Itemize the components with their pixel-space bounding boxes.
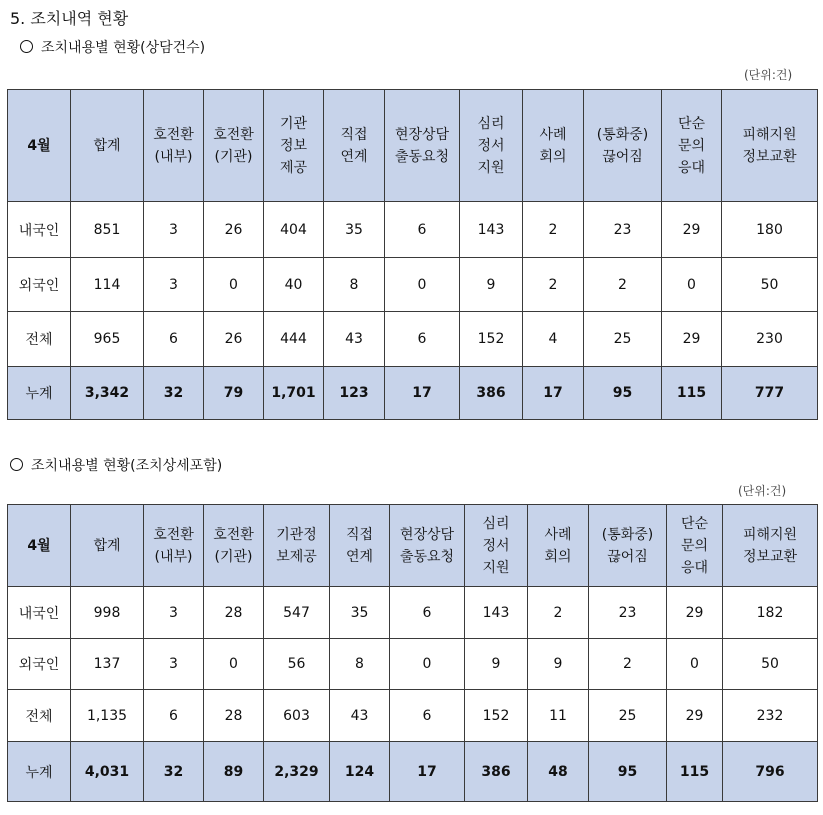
table-cell: 0: [204, 639, 264, 690]
column-header: 사례 회의: [523, 90, 584, 202]
table-row: [8, 367, 818, 420]
table-cell: 17: [390, 742, 465, 802]
table-cell: 4: [523, 312, 584, 367]
table-cell: 50: [723, 639, 818, 690]
table-cell: 3,342: [71, 367, 144, 420]
table-cell: 0: [204, 258, 264, 312]
column-header: 심리 정서 지원: [465, 505, 528, 587]
table-cell: 1,135: [71, 690, 144, 742]
table-cell: 115: [662, 367, 722, 420]
table-cell: 6: [385, 312, 460, 367]
table-cell: 32: [144, 742, 204, 802]
column-header: 단순 문의 응대: [667, 505, 723, 587]
table-cell: 8: [330, 639, 390, 690]
table-cell: 124: [330, 742, 390, 802]
column-header: 현장상담 출동요청: [385, 90, 460, 202]
table-cell: 796: [723, 742, 818, 802]
table-cell: 3: [144, 587, 204, 639]
table-row: [8, 639, 818, 690]
table-cell: 11: [528, 690, 589, 742]
table-cell: 8: [324, 258, 385, 312]
table-row: [8, 690, 818, 742]
table-cell: 0: [667, 639, 723, 690]
row-label: 누계: [8, 742, 71, 802]
table-cell: 404: [264, 202, 324, 258]
table-cell: 232: [723, 690, 818, 742]
table-cell: 0: [662, 258, 722, 312]
header-month: 4월: [8, 505, 71, 587]
table-cell: 32: [144, 367, 204, 420]
table-row: [8, 202, 818, 258]
table-cell: 386: [460, 367, 523, 420]
table-cell: 2: [523, 258, 584, 312]
table-cell: 23: [589, 587, 667, 639]
table-cell: 6: [385, 202, 460, 258]
table-cell: 29: [662, 202, 722, 258]
table-row: [8, 742, 818, 802]
row-label: 내국인: [8, 587, 71, 639]
table-cell: 35: [324, 202, 385, 258]
table-cell: 0: [385, 258, 460, 312]
table-cell: 17: [523, 367, 584, 420]
table-cell: 230: [722, 312, 818, 367]
table-cell: 43: [330, 690, 390, 742]
table-cell: 114: [71, 258, 144, 312]
column-header: 호전환 (기관): [204, 90, 264, 202]
section1-table: [7, 89, 818, 420]
table-cell: 0: [390, 639, 465, 690]
table-cell: 4,031: [71, 742, 144, 802]
table-cell: 998: [71, 587, 144, 639]
section1-subtitle: [20, 37, 205, 57]
circle-bullet-icon: [20, 40, 33, 53]
table-cell: 2: [584, 258, 662, 312]
section2-unit: (단위:건): [738, 484, 787, 498]
column-header: 피해지원 정보교환: [723, 505, 818, 587]
table-cell: 3: [144, 639, 204, 690]
table-cell: 2: [528, 587, 589, 639]
table-cell: 123: [324, 367, 385, 420]
row-label: 전체: [8, 312, 71, 367]
table-cell: 6: [144, 312, 204, 367]
column-header: 합계: [71, 505, 144, 587]
section1-unit: (단위:건): [744, 68, 793, 82]
table-cell: 143: [465, 587, 528, 639]
section2-subtitle: [10, 455, 222, 475]
table-cell: 152: [460, 312, 523, 367]
table-cell: 965: [71, 312, 144, 367]
table-cell: 182: [723, 587, 818, 639]
table-row: [8, 587, 818, 639]
table-cell: 9: [465, 639, 528, 690]
table-cell: 89: [204, 742, 264, 802]
column-header: 호전환 (내부): [144, 90, 204, 202]
table-cell: 777: [722, 367, 818, 420]
column-header: 사례 회의: [528, 505, 589, 587]
column-header: 피해지원 정보교환: [722, 90, 818, 202]
column-header: (통화중) 끊어짐: [584, 90, 662, 202]
column-header: 현장상담 출동요청: [390, 505, 465, 587]
row-label: 전체: [8, 690, 71, 742]
table-cell: 95: [584, 367, 662, 420]
column-header: (통화중) 끊어짐: [589, 505, 667, 587]
table-cell: 2,329: [264, 742, 330, 802]
table-cell: 2: [589, 639, 667, 690]
table-cell: 2: [523, 202, 584, 258]
section2-table: [7, 504, 818, 802]
table-cell: 26: [204, 312, 264, 367]
table-cell: 9: [460, 258, 523, 312]
table-cell: 180: [722, 202, 818, 258]
table-cell: 143: [460, 202, 523, 258]
table-cell: 25: [589, 690, 667, 742]
table-cell: 6: [390, 690, 465, 742]
table-cell: 3: [144, 258, 204, 312]
table-cell: 603: [264, 690, 330, 742]
table-cell: 152: [465, 690, 528, 742]
table-cell: 386: [465, 742, 528, 802]
header-month: 4월: [8, 90, 71, 202]
table-cell: 48: [528, 742, 589, 802]
table-row: [8, 258, 818, 312]
table-cell: 23: [584, 202, 662, 258]
table-cell: 50: [722, 258, 818, 312]
table-header-row: [8, 90, 818, 202]
table-cell: 43: [324, 312, 385, 367]
table-cell: 95: [589, 742, 667, 802]
table-cell: 17: [385, 367, 460, 420]
table-cell: 6: [144, 690, 204, 742]
table-cell: 444: [264, 312, 324, 367]
table-cell: 35: [330, 587, 390, 639]
table-cell: 851: [71, 202, 144, 258]
table-cell: 25: [584, 312, 662, 367]
column-header: 호전환 (내부): [144, 505, 204, 587]
column-header: 호전환 (기관): [204, 505, 264, 587]
table-cell: 29: [667, 690, 723, 742]
table-cell: 28: [204, 587, 264, 639]
row-label: 누계: [8, 367, 71, 420]
column-header: 단순 문의 응대: [662, 90, 722, 202]
section2-subtitle-text: 조치내용별 현황(조치상세포함): [31, 458, 223, 474]
column-header: 합계: [71, 90, 144, 202]
table-cell: 28: [204, 690, 264, 742]
column-header: 직접 연계: [324, 90, 385, 202]
table-cell: 3: [144, 202, 204, 258]
page-title: 5. 조치내역 현황: [10, 9, 129, 28]
table-row: [8, 312, 818, 367]
table-cell: 29: [667, 587, 723, 639]
row-label: 내국인: [8, 202, 71, 258]
circle-bullet-icon: [10, 458, 23, 471]
column-header: 기관정 보제공: [264, 505, 330, 587]
table-header-row: [8, 505, 818, 587]
table-cell: 29: [662, 312, 722, 367]
table-cell: 547: [264, 587, 330, 639]
table-cell: 6: [390, 587, 465, 639]
row-label: 외국인: [8, 258, 71, 312]
column-header: 심리 정서 지원: [460, 90, 523, 202]
table-cell: 26: [204, 202, 264, 258]
table-cell: 56: [264, 639, 330, 690]
table-cell: 9: [528, 639, 589, 690]
table-cell: 79: [204, 367, 264, 420]
column-header: 기관 정보 제공: [264, 90, 324, 202]
table-cell: 1,701: [264, 367, 324, 420]
table-cell: 40: [264, 258, 324, 312]
section1-subtitle-text: 조치내용별 현황(상담건수): [41, 40, 206, 56]
row-label: 외국인: [8, 639, 71, 690]
column-header: 직접 연계: [330, 505, 390, 587]
table-cell: 115: [667, 742, 723, 802]
table-cell: 137: [71, 639, 144, 690]
